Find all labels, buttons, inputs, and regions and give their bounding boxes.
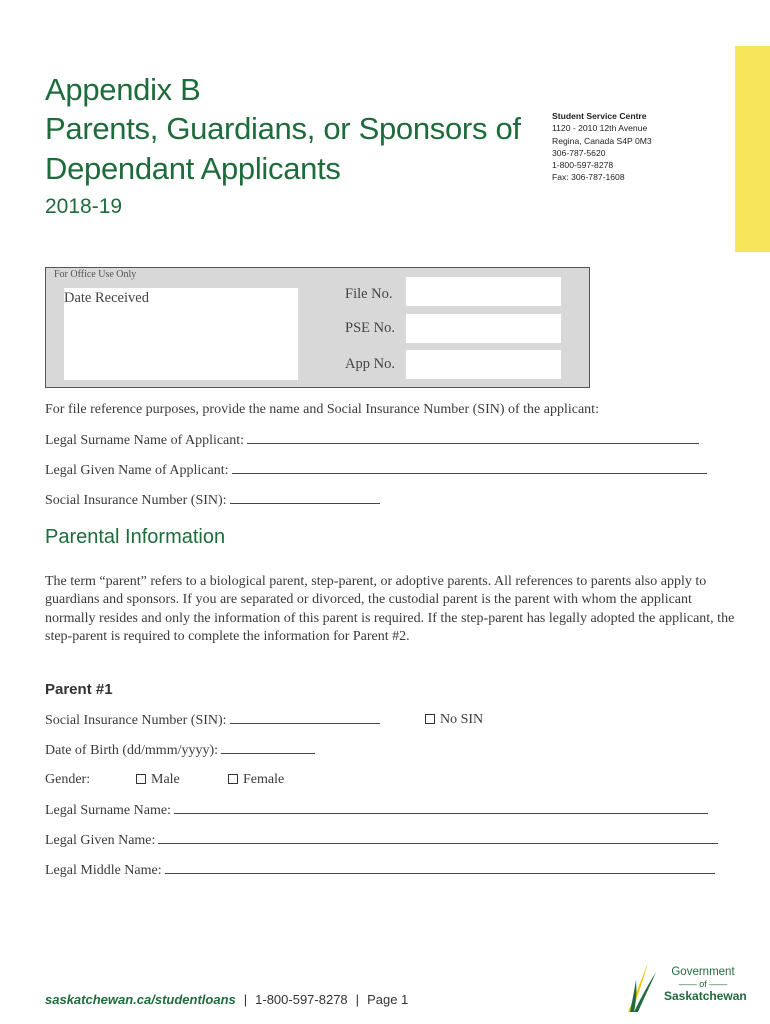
pse-no-field[interactable] [406, 314, 561, 343]
no-sin-label: No SIN [440, 712, 484, 727]
male-checkbox[interactable] [136, 774, 146, 784]
parental-information-heading: Parental Information [45, 526, 226, 548]
parent1-female-option[interactable] [228, 772, 284, 788]
government-of-saskatchewan-logo [624, 958, 747, 1014]
female-label: Female [243, 772, 285, 787]
applicant-given-row [45, 462, 707, 479]
contact-tollfree-line: 1-800-597-8278 [552, 160, 614, 171]
applicant-intro: For file reference purposes, provide the name and Social Insurance Number (SIN) of the applicant: [45, 402, 599, 417]
page-title-line-2: Parents, Guardians, or Sponsors of [45, 111, 521, 146]
logo-line-of: —— of —— [678, 979, 728, 989]
contact-city-line: Regina, Canada S4P 0M3 [552, 135, 652, 146]
parent1-given-field[interactable] [158, 832, 718, 844]
footer-page-number: Page 1 [367, 992, 409, 1007]
male-label: Male [151, 772, 180, 787]
page-title-line-1: Appendix B [45, 72, 201, 107]
parent-1-heading: Parent #1 [45, 681, 113, 698]
footer-phone: 1-800-597-8278 [255, 992, 348, 1007]
parent1-sin-field[interactable] [230, 712, 380, 724]
parent1-dob-row [45, 742, 315, 759]
pse-no-label: PSE No. [345, 320, 395, 336]
contact-phone-line: 306-787-5620 [552, 147, 606, 158]
page-footer [45, 992, 408, 1007]
applicant-surname-field[interactable] [247, 432, 699, 444]
office-use-label: For Office Use Only [54, 269, 137, 280]
footer-website-link[interactable]: saskatchewan.ca/studentloans [45, 992, 236, 1007]
applicant-sin-field[interactable] [230, 492, 380, 504]
parent1-middle-label: Legal Middle Name: [45, 863, 162, 878]
academic-year: 2018-19 [45, 195, 123, 218]
parent1-given-label: Legal Given Name: [45, 833, 156, 848]
yellow-side-tab [735, 46, 770, 252]
parent1-male-option[interactable] [136, 772, 180, 788]
page-title-line-3: Dependant Applicants [45, 151, 341, 186]
parent1-middle-row [45, 862, 715, 879]
logo-wordmark [664, 966, 747, 1003]
contact-block [552, 110, 652, 184]
file-no-field[interactable] [406, 277, 561, 306]
applicant-given-field[interactable] [232, 462, 707, 474]
contact-title: Student Service Centre [552, 111, 647, 121]
footer-separator: | [355, 992, 360, 1007]
applicant-given-label: Legal Given Name of Applicant: [45, 463, 229, 478]
applicant-sin-row [45, 492, 380, 509]
parental-information-paragraph: The term “parent” refers to a biological parent, step-parent, or adoptive parents. All references to parents also apply to guardians and sponsors. If you are separated or divorced, the custodial parent is the parent with whom the applicant normally resides and only the information of this parent is required. If the step-parent has legally adopted the applicant, the step-parent is required to complete the information for Parent #2. [45, 574, 735, 645]
parent1-sin-row [45, 712, 380, 729]
logo-line-government: Government [671, 966, 735, 978]
parent1-gender-label: Gender: [45, 772, 91, 787]
parent1-surname-label: Legal Surname Name: [45, 803, 171, 818]
applicant-surname-label: Legal Surname Name of Applicant: [45, 433, 245, 448]
office-use-box [45, 267, 590, 388]
wheat-sheaf-icon [624, 958, 660, 1014]
applicant-surname-row [45, 432, 699, 449]
app-no-field[interactable] [406, 350, 561, 379]
no-sin-checkbox[interactable] [425, 714, 435, 724]
applicant-sin-label: Social Insurance Number (SIN): [45, 493, 227, 508]
parent1-given-row [45, 832, 718, 849]
contact-fax-line: Fax: 306-787-1608 [552, 172, 625, 183]
logo-line-saskatchewan: Saskatchewan [664, 989, 747, 1003]
app-no-label: App No. [345, 356, 395, 372]
parent1-sin-label: Social Insurance Number (SIN): [45, 713, 227, 728]
parent1-middle-field[interactable] [165, 862, 715, 874]
parent1-surname-row [45, 802, 708, 819]
parent1-surname-field[interactable] [174, 802, 708, 814]
contact-address-line: 1120 - 2010 12th Avenue [552, 123, 648, 134]
footer-separator: | [243, 992, 248, 1007]
file-no-label: File No. [345, 286, 393, 302]
parent1-no-sin-option[interactable] [425, 712, 483, 728]
female-checkbox[interactable] [228, 774, 238, 784]
parent1-dob-label: Date of Birth (dd/mmm/yyyy): [45, 743, 219, 758]
parent1-dob-field[interactable] [221, 742, 315, 754]
date-received-label: Date Received [64, 290, 149, 306]
